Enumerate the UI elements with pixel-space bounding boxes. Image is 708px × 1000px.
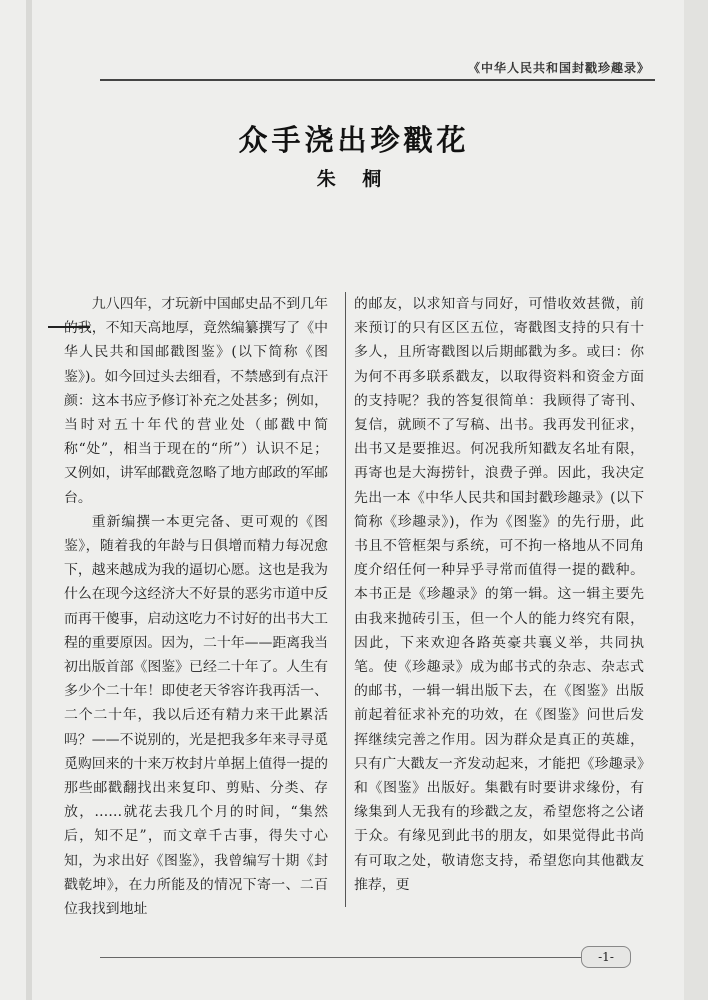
page-edge-shadow [26,0,32,1000]
left-column [64,292,328,921]
article-title: 众手浇出珍戳花 [238,123,470,157]
page-right-margin [684,0,708,1000]
paragraph: 九八四年，才玩新中国邮史品不到几年的我，不知天高地厚，竟然编纂撰写了《中华人民共和国邮戳图鉴》(以下简称《图鉴》)。如今回过头去细看，不禁感到有点汗颜：这本书应予修订补充之处甚多；例如，当时对五十年代的营业处（邮戳中简称“处”，相当于现在的“所”）认识不足；又例如，讲军邮戳竟忽略了地方邮政的军邮台。 [64,296,328,506]
header-rule [100,79,655,81]
paragraph: 重新编撰一本更完备、更可观的《图鉴》，随着我的年龄与日俱增而精力每况愈下，越来越成为我的逼切心愿。这也是我为什么在现今这经济大不好景的恶劣市道中反而再干傻事，启动这吃力不讨好的出书大工程的重要原因。因为，二十年——距离我当初出版首部《图鉴》已经二十年了。人生有多少个二十年！即使老天爷容许我再活一、二个二十年，我以后还有精力来干此累活吗？——不说别的，光是把我多年来寻寻觅觅购回来的十来万枚封片单据上值得一提的那些邮戳翻找出来复印、剪贴、分类、存放，……就花去我几个月的时间，“集然后，知不足”，而文章千古事，得失寸心知，为求出好《图鉴》，我曾编写十期《封戳乾坤》，在力所能及的情况下寄一、二百位我找到地址 [64,513,328,918]
page-number: -1- [581,946,631,968]
paragraph: 的邮友，以求知音与同好，可惜收效甚微，前来预订的只有区区五位，寄戳图支持的只有十多人，且所寄戳图以后期邮戳为多。或曰：你为何不再多联系戳友，以取得资料和资金方面的支持呢？我的答复很简单：我顾得了寄刊、复信，就顾不了写稿、出书。我再发刊征求，出书又是要推迟。何况我所知戳友名址有限，再寄也是大海捞针，浪费子弹。因此，我决定先出一本《中华人民共和国封戳珍趣录》(以下简称《珍趣录》)，作为《图鉴》的先行册，此书且不管框架与系统，可不拘一格地从不同角度介绍任何一种异乎寻常而值得一提的戳种。本书正是《珍趣录》的第一辑。这一辑主要先由我来抛砖引玉，但一个人的能力终究有限，因此，下来欢迎各路英豪共襄义举，共同执笔。使《珍趣录》成为邮书式的杂志、杂志式的邮书，一辑一辑出版下去，在《图鉴》出版前起着征求补充的功效，在《图鉴》问世后发挥继续完善之作用。因为群众是真正的英雄，只有广大戳友一齐发动起来，才能把《珍趣录》和《图鉴》出版好。集戳有时要讲求缘份，有缘集到人无我有的珍戳之友，希望您将之公诸于众。有缘见到此书的朋友，如果觉得此书尚有可取之处，敬请您支持，希望您向其他戳友推荐，更 [354,296,644,893]
footer-rule [100,957,630,958]
article-author: 朱 桐 [316,168,392,190]
right-column [354,292,644,897]
running-header-title: 《中华人民共和国封戳珍趣录》 [467,61,650,75]
column-divider [345,292,346,907]
